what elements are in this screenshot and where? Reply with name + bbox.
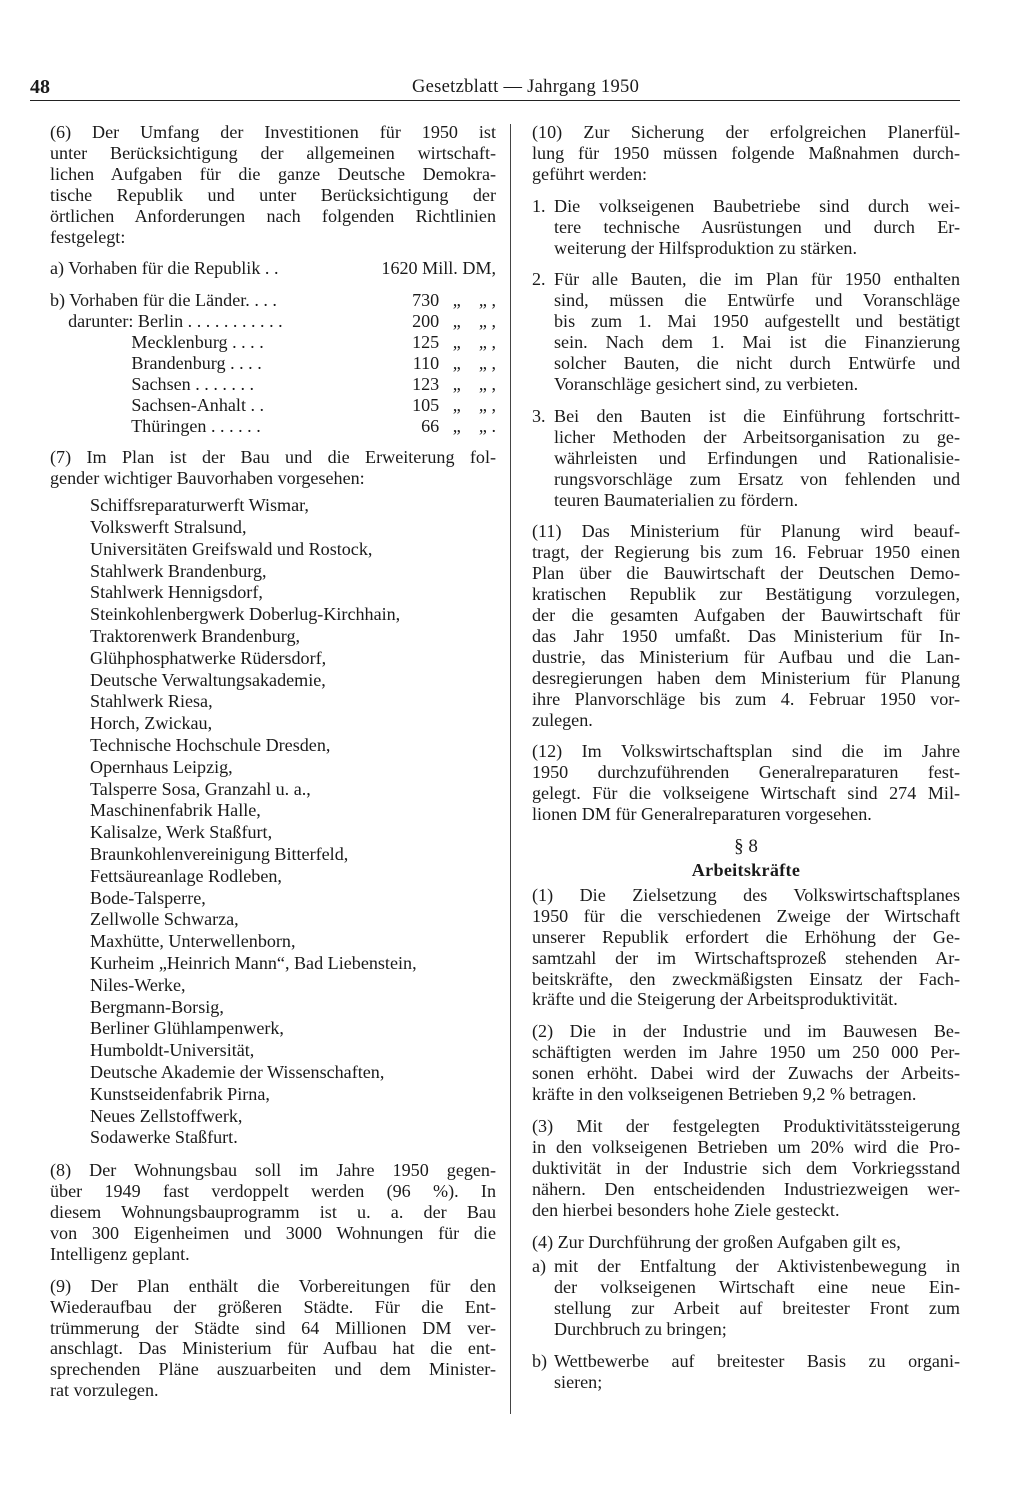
text-line: währleisten und Erfindungen und Rationalisie- [554,447,960,468]
text-line: in den volkseigenen Betrieben um 20% wird die Pro- [532,1136,960,1157]
text-line: (7) Im Plan ist der Bau und die Erweiterung fol- [50,447,496,468]
item-body [554,1256,960,1340]
paragraph-8 [50,1160,496,1265]
section-8-paragraph-4-intro [532,1232,960,1253]
text-line: gender wichtiger Bauvorhaben vorgesehen: [50,468,365,489]
investment-value: 110 „ „ , [412,353,496,374]
section-8-paragraph-3 [532,1116,960,1221]
text-line: stellung zur Arbeit auf breitester Front zum [554,1298,960,1319]
page-header [30,74,960,101]
list-item: Deutsche Akademie der Wissenschaften, [90,1061,385,1082]
text-line: diesem Wohnungsbauprogramm ist u. a. der Bau [50,1201,496,1222]
text-line: trümmerung der Städte sind 64 Millionen DM ver- [50,1317,496,1338]
list-item: Technische Hochschule Dresden, [90,735,331,756]
text-line: (2) Die in der Industrie und im Bauwesen Be- [532,1021,960,1042]
investment-value: 123 „ „ , [412,374,496,395]
text-line: 1950 durchzuführenden Generalreparaturen fest- [532,762,960,783]
text-line: festgelegt: [50,226,126,247]
text-line: weiterung der Hilfsproduktion zu stärken. [554,237,857,258]
item-body [554,269,960,394]
left-column [50,122,496,1412]
item-marker: 3. [532,405,546,426]
list-item: Horch, Zwickau, [90,713,213,734]
list-item: Kunstseidenfabrik Pirna, [90,1083,270,1104]
text-line: teuren Baumaterialien zu fördern. [554,489,799,510]
page-number: 48 [30,76,50,98]
running-title: Gesetzblatt — Jahrgang 1950 [412,77,640,97]
investment-row [50,353,496,374]
text-line: 1950 für die verschiedenen Zweige der Wirtschaft [532,905,960,926]
list-item: Braunkohlenvereinigung Bitterfeld, [90,844,349,864]
text-line: (12) Im Volkswirtschaftsplan sind die im Jahre [532,741,960,762]
text-line: über 1949 fast verdoppelt werden (96 %). In [50,1181,496,1202]
text-line: (6) Der Umfang der Investitionen für 1950 ist [50,122,496,142]
paragraph-11 [532,521,960,730]
list-item: Stahlwerk Riesa, [90,691,213,712]
text-line: duktivität in der Industrie sich dem Vorkriegsstand [532,1157,960,1178]
text-line: Intelligenz geplant. [50,1243,190,1264]
investment-value: 730 „ „ , [412,290,496,311]
paragraph-7 [50,447,496,489]
text-line: lichen Aufgaben für die ganze Deutsche Demokra- [50,163,496,184]
investment-row [50,290,496,311]
text-line: anschlagt. Das Ministerium für Aufbau hat die ent- [50,1338,496,1359]
list-item: Traktorenwerk Brandenburg, [90,626,301,647]
list-item: Kurheim „Heinrich Mann“, Bad Liebenstein, [90,952,417,973]
list-item: Opernhaus Leipzig, [90,756,233,777]
text-line: sind, müssen die Entwürfe und Voranschläge [554,290,960,311]
list-item: Kalisalze, Werk Staßfurt, [90,822,273,843]
item-marker: 1. [532,195,546,216]
text-line: (10) Zur Sicherung der erfolgreichen Planerfül- [532,122,960,142]
item-marker: 2. [532,269,546,290]
text-line: tragt, der Regierung bis zum 16. Februar 1950 einen [532,542,960,563]
text-line: Wiederaufbau der größeren Städte. Für die Ent- [50,1296,496,1317]
text-line: gelegt. Für die volkseigene Wirtschaft sind 274 Mil- [532,783,960,804]
text-line: Für alle Bauten, die im Plan für 1950 enthalten [554,269,960,290]
text-line: (9) Der Plan enthält die Vorbereitungen für den [50,1275,496,1296]
text-line: lung für 1950 müssen folgende Maßnahmen durch- [532,142,960,163]
numbered-item [532,1351,960,1393]
measures-list [532,196,960,511]
text-line: örtlichen Anforderungen nach folgenden Richtlinien [50,205,496,226]
text-line: sprechenden Pläne auszuarbeiten und dem Minister- [50,1359,496,1380]
text-line: (3) Mit der festgelegten Produktivitätssteigerung [532,1115,960,1136]
text-line: Die volkseigenen Baubetriebe sind durch wei- [554,195,960,216]
text-line: solcher Bauten, die nicht durch Entwürfe und [554,353,960,374]
paragraph-6 [50,122,496,247]
text-line: desregierungen haben dem Ministerium für Planung [532,667,960,688]
investment-label: a) Vorhaben für die Republik . . [50,258,279,279]
investment-table [50,258,496,437]
text-line: nähern. Den entscheidenden Industriezweigen wer- [532,1178,960,1199]
list-item: Schiffsreparaturwerft Wismar, [90,495,309,516]
list-item: Maschinenfabrik Halle, [90,800,261,821]
text-line: sieren; [554,1371,603,1392]
text-line: sein. Nach dem 1. Mai ist die Finanzierung [554,332,960,353]
item-marker: b) [532,1351,548,1372]
text-line: den hierbei besonders hohe Ziele gesteckt. [532,1199,840,1220]
investment-value: 125 „ „ , [412,332,496,353]
list-item: Bergmann-Borsig, [90,996,224,1017]
section-8-subitems [532,1256,960,1392]
paragraph-10 [532,122,960,185]
section-8-paragraph-1 [532,885,960,1010]
text-line: licher Methoden der Arbeitsorganisation zu ge- [554,426,960,447]
column-divider [510,124,511,1414]
list-item: Maxhütte, Unterwellenborn, [90,931,296,952]
text-line: sonen erhöht. Dabei wird der Zuwachs der Arbeits- [532,1063,960,1084]
numbered-item [532,269,960,394]
text-line: schäftigten werden im Jahre 1950 um 250 000 Per- [532,1042,960,1063]
section-8-paragraph-2 [532,1021,960,1105]
investment-value: 105 „ „ , [412,395,496,416]
numbered-item [532,1256,960,1340]
list-item: Stahlwerk Hennigsdorf, [90,582,263,603]
text-line: (11) Das Ministerium für Planung wird beauf- [532,521,960,542]
investment-label: Mecklenburg . . . . [50,332,264,353]
section-title: Arbeitskräfte [691,860,801,880]
investment-row [50,311,496,332]
investment-value: 1620 Mill. DM, [381,258,496,279]
numbered-item [532,196,960,259]
paragraph-12 [532,741,960,825]
list-item: Neues Zellstoffwerk, [90,1105,243,1126]
list-item: Stahlwerk Brandenburg, [90,560,267,581]
list-item: Deutsche Verwaltungsakademie, [90,669,326,690]
investment-value: 66 „ „ . [421,416,496,437]
text-line: (8) Der Wohnungsbau soll im Jahre 1950 gegen- [50,1160,496,1181]
project-list [90,495,496,1149]
text-line: ihre Planvorschläge bis zum 4. Februar 1950 vor- [532,688,960,709]
text-line: (1) Die Zielsetzung des Volkswirtschaftsplanes [532,884,960,905]
list-item: Zellwolle Schwarza, [90,909,239,930]
investment-row [50,395,496,416]
list-item: Niles-Werke, [90,974,186,995]
text-line: lionen DM für Generalreparaturen vorgesehen. [532,804,872,825]
investment-row [50,258,496,279]
text-line: unserer Republik erfordert die Erhöhung der Ge- [532,926,960,947]
item-marker: a) [532,1256,547,1277]
investment-row [50,416,496,437]
investment-label: b) Vorhaben für die Länder. . . . [50,290,277,311]
list-item: Sodawerke Staßfurt. [90,1127,238,1148]
investment-label: Brandenburg . . . . [50,353,262,374]
list-item: Universitäten Greifswald und Rostock, [90,538,373,559]
text-line: (4) Zur Durchführung der großen Aufgaben gilt es, [532,1231,901,1252]
investment-row [50,332,496,353]
text-line: zulegen. [532,709,593,730]
investment-label: Sachsen-Anhalt . . [50,395,265,416]
numbered-item [532,406,960,511]
text-line: rungsvorschläge zum Ersatz von fehlenden und [554,468,960,489]
text-line: der volkseigenen Wirtschaft eine neue Ein- [554,1277,960,1298]
right-column [532,122,960,1404]
paragraph-9 [50,1276,496,1401]
list-item: Berliner Glühlampenwerk, [90,1018,284,1039]
text-line: unter Berücksichtigung der allgemeinen wirtschaft- [50,142,496,163]
investment-value: 200 „ „ , [412,311,496,332]
text-line: das Jahr 1950 umfaßt. Das Ministerium für In- [532,625,960,646]
text-line: dustrie, das Ministerium für Aufbau und die Lan- [532,646,960,667]
text-line: der die gesamten Aufgaben der Bauwirtschaft für [532,605,960,626]
item-body [554,196,960,259]
text-line: rat vorzulegen. [50,1380,159,1401]
list-item: Steinkohlenbergwerk Doberlug-Kirchhain, [90,604,401,625]
list-item: Fettsäureanlage Rodleben, [90,865,282,886]
list-item: Humboldt-Universität, [90,1040,255,1061]
text-line: bis zum 1. Mai 1950 aufgestellt und bestätigt [554,311,960,332]
item-body [554,1351,960,1393]
list-item: Bode-Talsperre, [90,887,206,908]
text-line: Wettbewerbe auf breitester Basis zu organi- [554,1351,960,1372]
investment-row [50,374,496,395]
text-line: kräfte und die Steigerung der Arbeitsproduktivität. [532,989,898,1010]
investment-label: darunter: Berlin . . . . . . . . . . . [50,311,283,332]
text-line: beitskräfte, den zweckmäßigsten Einsatz der Fach- [532,968,960,989]
text-line: Voranschläge gesichert sind, zu verbieten. [554,373,859,394]
text-line: Plan über die Bauwirtschaft der Deutschen Demo- [532,563,960,584]
list-item: Volkswerft Stralsund, [90,517,247,538]
section-number: § 8 [734,836,758,858]
list-item: Talsperre Sosa, Granzahl u. a., [90,778,311,799]
item-body [554,406,960,511]
text-line: tere technische Ausrüstungen und durch Er- [554,216,960,237]
text-line: Bei den Bauten ist die Einführung fortschritt- [554,405,960,426]
text-line: von 300 Eigenheimen und 3000 Wohnungen für die [50,1222,496,1243]
text-line: tische Republik und unter Berücksichtigung der [50,184,496,205]
text-line: kratischen Republik zur Bestätigung vorzulegen, [532,584,960,605]
investment-label: Thüringen . . . . . . [50,416,261,437]
investment-label: Sachsen . . . . . . . [50,374,255,395]
list-item: Glühphosphatwerke Rüdersdorf, [90,647,327,668]
text-line: mit der Entfaltung der Aktivistenbewegung in [554,1256,960,1277]
text-line: kräfte in den volkseigenen Betrieben 9,2 % betragen. [532,1084,917,1105]
text-line: samtzahl der im Wirtschaftsprozeß stehenden Ar- [532,947,960,968]
text-line: geführt werden: [532,163,648,184]
text-line: Durchbruch zu bringen; [554,1319,727,1340]
